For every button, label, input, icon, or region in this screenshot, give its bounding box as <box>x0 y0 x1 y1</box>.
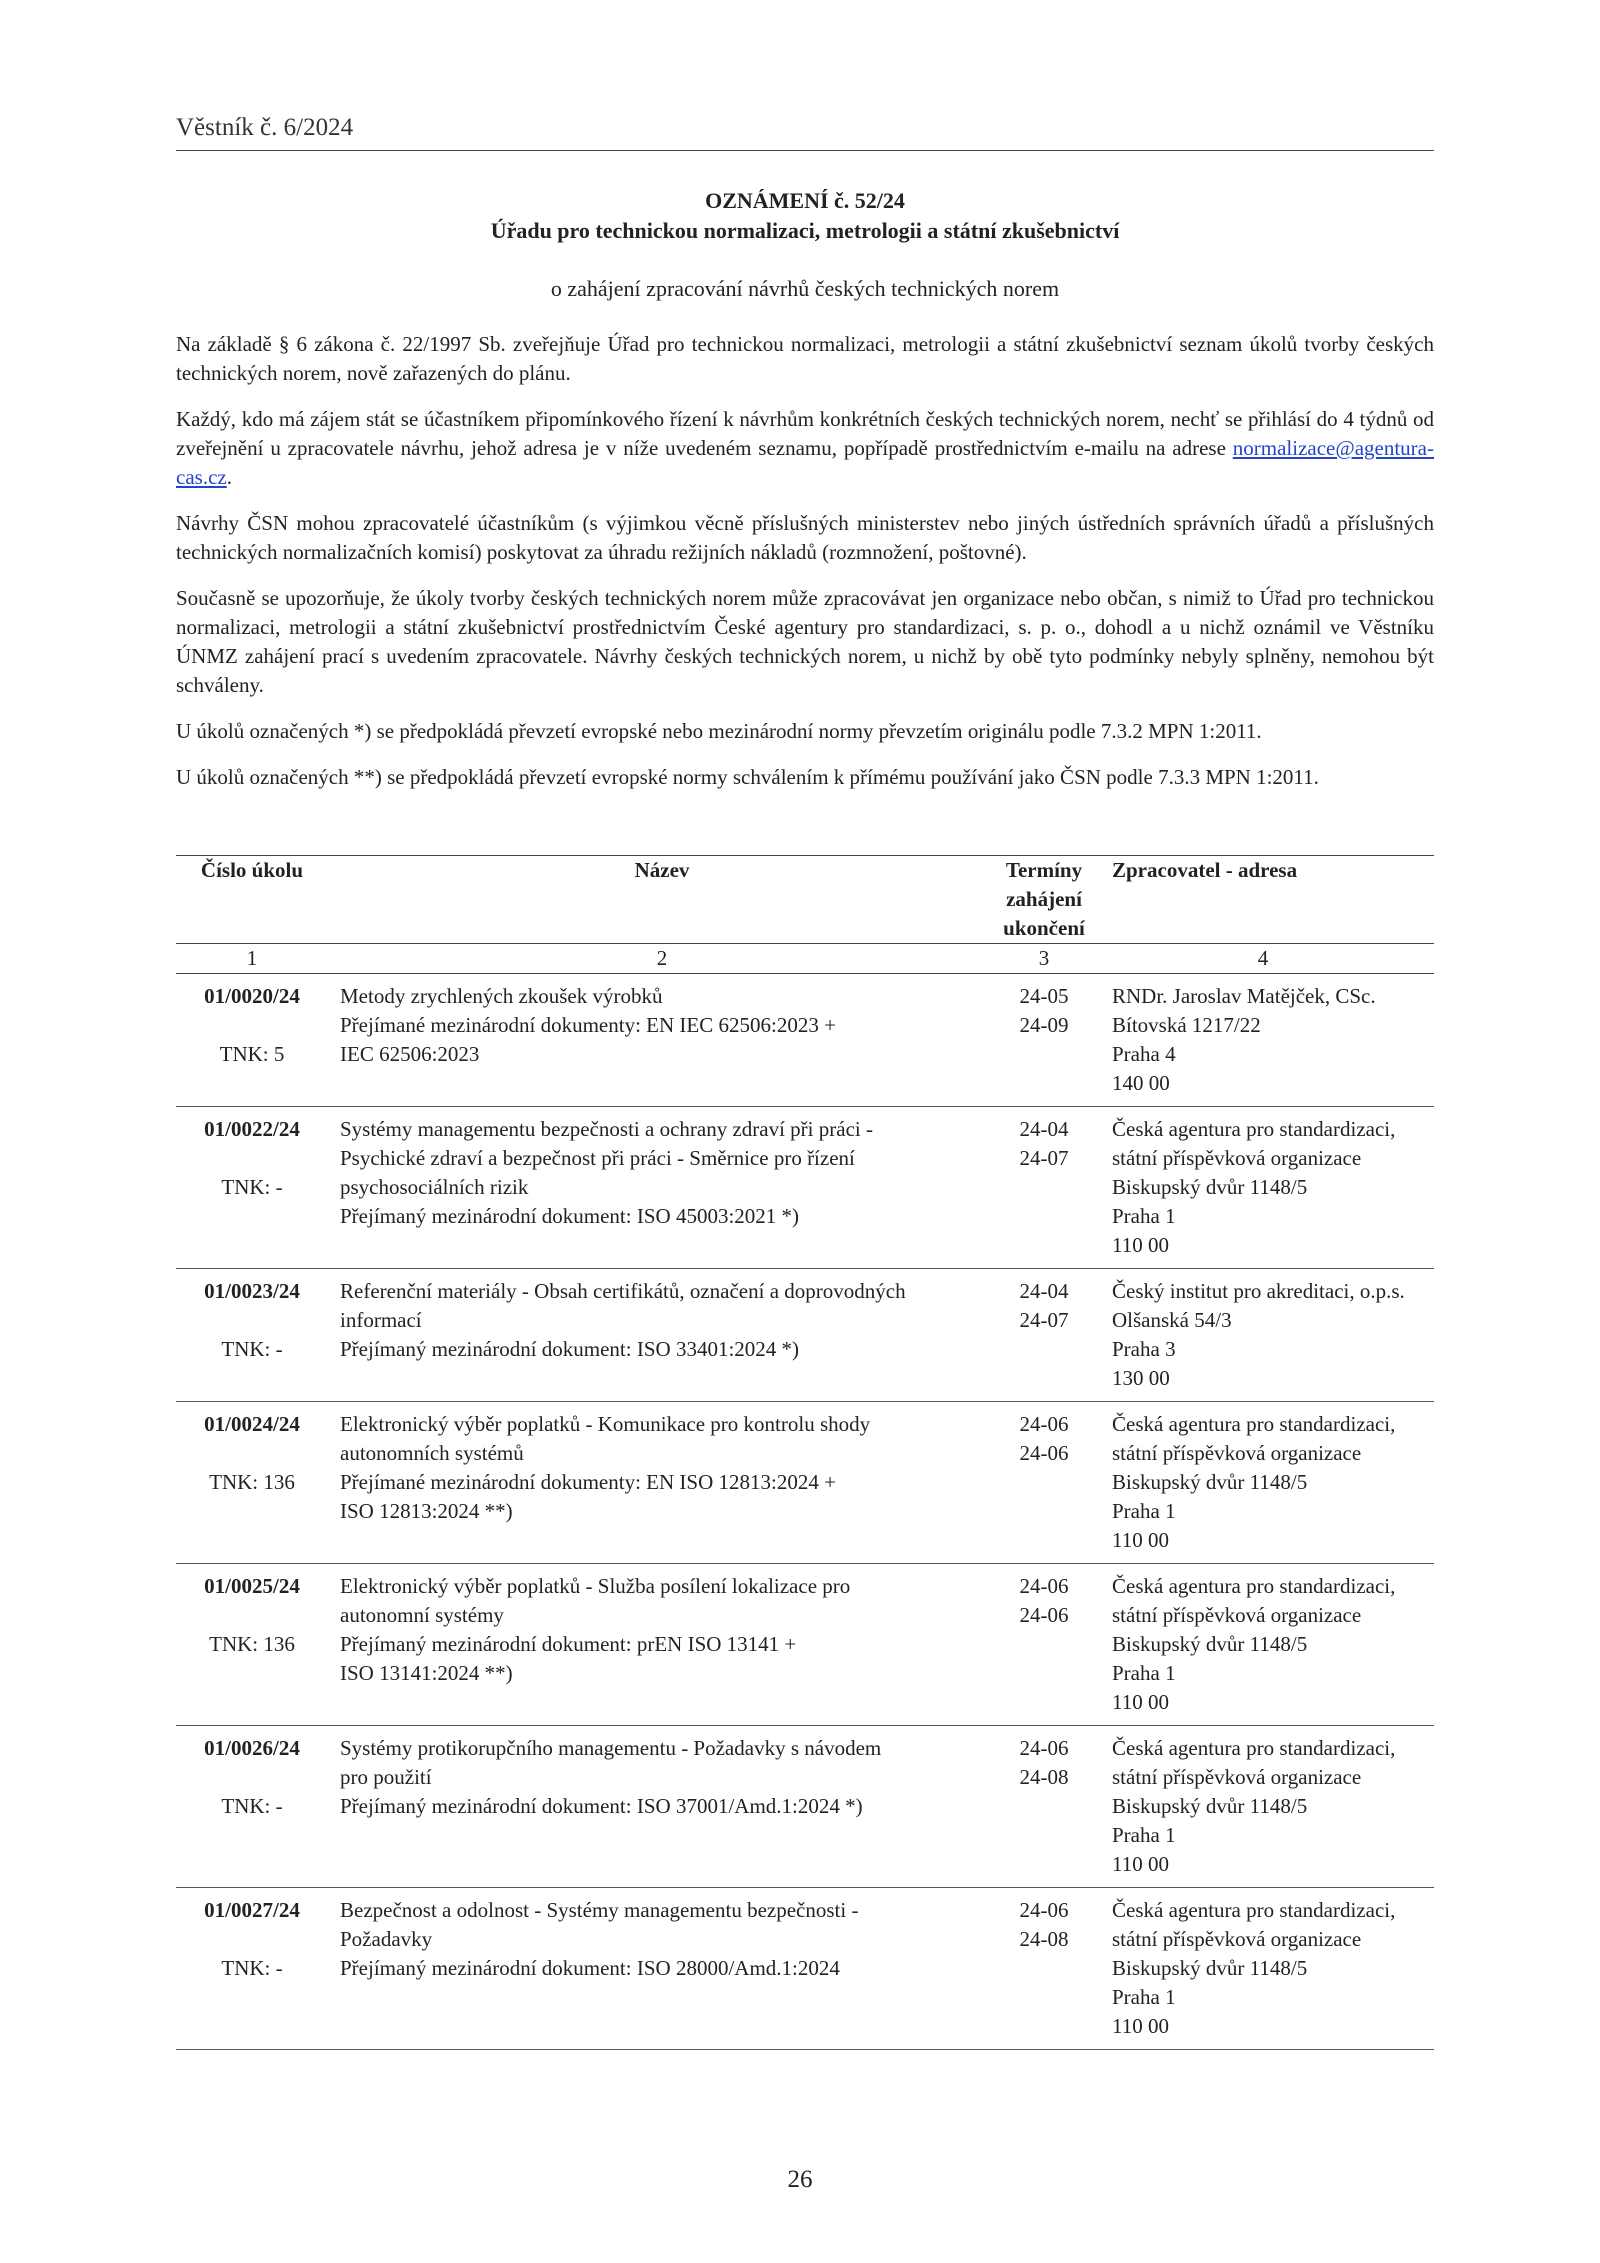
task-number-cell <box>176 1269 328 1402</box>
task-name-line: Přejímaný mezinárodní dokument: ISO 45003:2021 *) <box>340 1204 800 1228</box>
task-date-end: 24-08 <box>1019 1765 1069 1789</box>
header-task-number: Číslo úkolu <box>176 856 328 944</box>
task-name-line: Přejímané mezinárodní dokumenty: EN IEC 62506:2023 + <box>340 1013 836 1037</box>
announcement-issuer: Úřadu pro technickou normalizaci, metrologii a státní zkušebnictví <box>490 218 1120 243</box>
task-processor-line: státní příspěvková organizace <box>1112 1765 1362 1789</box>
task-name-line: autonomní systémy <box>340 1603 504 1627</box>
task-processor-cell <box>1092 1269 1434 1402</box>
task-processor-line: 130 00 <box>1112 1366 1170 1390</box>
task-processor-line: Olšanská 54/3 <box>1112 1308 1232 1332</box>
task-processor-line: státní příspěvková organizace <box>1112 1441 1362 1465</box>
column-number: 4 <box>1092 944 1434 974</box>
task-name-line: Bezpečnost a odolnost - Systémy managementu bezpečnosti - <box>340 1898 859 1922</box>
paragraph-participation-text: Každý, kdo má zájem stát se účastníkem připomínkového řízení k návrhům konkrétních českých technických norem, nechť se přihlásí do 4 týdnů od zveřejnění u zpracovatele návrhu, jehož adresa je v níže uvedeném seznamu, popřípadě prostřednictvím e-mailu na adrese <box>176 407 1434 460</box>
task-name-line: pro použití <box>340 1765 432 1789</box>
task-name-line: Elektronický výběr poplatků - Služba posílení lokalizace pro <box>340 1574 851 1598</box>
announcement-number: OZNÁMENÍ č. 52/24 <box>705 188 905 213</box>
task-processor-line: Praha 1 <box>1112 1661 1176 1685</box>
header-dates <box>996 856 1092 944</box>
task-date-end: 24-07 <box>1019 1308 1069 1332</box>
task-processor-line: Český institut pro akreditaci, o.p.s. <box>1112 1279 1405 1303</box>
task-processor-cell <box>1092 1726 1434 1888</box>
task-name-line: Elektronický výběr poplatků - Komunikace pro kontrolu shody <box>340 1412 871 1436</box>
task-tnk: TNK: - <box>221 1956 283 1980</box>
header-dates-end: ukončení <box>1003 916 1085 940</box>
task-processor-line: Bítovská 1217/22 <box>1112 1013 1261 1037</box>
paragraph-note-double-asterisk: U úkolů označených **) se předpokládá převzetí evropské normy schválením k přímému používání jako ČSN podle 7.3.3 MPN 1:2011. <box>176 765 1319 789</box>
task-name-line: Přejímaný mezinárodní dokument: ISO 37001/Amd.1:2024 *) <box>340 1794 863 1818</box>
task-date-end: 24-06 <box>1019 1603 1069 1627</box>
task-number-cell <box>176 1888 328 2050</box>
paragraph-drafts-fee: Návrhy ČSN mohou zpracovatelé účastníkům (s výjimkou věcně příslušných ministerstev nebo jiných ústředních správních úřadů a příslušných technických normalizačních komisí) poskytovat za úhradu režijních nákladů (rozmnožení, poštovné). <box>176 511 1434 564</box>
task-id: 01/0022/24 <box>204 1117 300 1141</box>
task-name-cell <box>328 1888 996 2050</box>
task-name-line: Přejímaný mezinárodní dokument: prEN ISO 13141 + <box>340 1632 797 1656</box>
task-processor-line: Biskupský dvůr 1148/5 <box>1112 1175 1308 1199</box>
task-tnk: TNK: 136 <box>209 1632 295 1656</box>
task-processor-line: státní příspěvková organizace <box>1112 1603 1362 1627</box>
task-processor-cell <box>1092 1888 1434 2050</box>
task-number-cell <box>176 1726 328 1888</box>
task-processor-line: Praha 1 <box>1112 1204 1176 1228</box>
table-column-numbers-row <box>176 944 1434 974</box>
task-id: 01/0024/24 <box>204 1412 300 1436</box>
task-name-line: ISO 12813:2024 **) <box>340 1499 513 1523</box>
task-processor-line: 140 00 <box>1112 1071 1170 1095</box>
task-name-cell <box>328 1107 996 1269</box>
task-name-line: Metody zrychlených zkoušek výrobků <box>340 984 663 1008</box>
table-row <box>176 1107 1434 1269</box>
paragraph-participation-end: . <box>226 465 232 489</box>
task-processor-line: státní příspěvková organizace <box>1112 1146 1362 1170</box>
task-dates-cell <box>996 1726 1092 1888</box>
email-link[interactable]: normalizace@agentura-cas.cz <box>176 436 1434 489</box>
task-name-line: autonomních systémů <box>340 1441 524 1465</box>
page-number: 26 <box>787 2166 813 2193</box>
task-id: 01/0020/24 <box>204 984 300 1008</box>
table-row <box>176 1726 1434 1888</box>
task-processor-line: 110 00 <box>1112 2014 1169 2038</box>
table-row <box>176 1888 1434 2050</box>
page-header <box>176 114 1434 151</box>
task-tnk: TNK: 136 <box>209 1470 295 1494</box>
task-processor-line: Biskupský dvůr 1148/5 <box>1112 1956 1308 1980</box>
paragraph-notice: Současně se upozorňuje, že úkoly tvorby českých technických norem může zpracovávat jen organizace nebo občan, s nimiž to Úřad pro technickou normalizaci, metrologii a státní zkušebnictví prostřednictvím České agentury pro standardizaci, s. p. o., dohodl a u nichž oznámil ve Věstníku ÚNMZ zahájení prací s uvedením zpracovatele. Návrhy českých technických norem, u nichž by obě tyto podmínky nebyly splněny, nemohou být schváleny. <box>176 586 1434 697</box>
task-name-line: Přejímaný mezinárodní dokument: ISO 33401:2024 *) <box>340 1337 800 1361</box>
task-processor-line: Praha 3 <box>1112 1337 1176 1361</box>
task-date-start: 24-04 <box>1019 1279 1069 1303</box>
task-date-start: 24-04 <box>1019 1117 1069 1141</box>
task-dates-cell <box>996 1107 1092 1269</box>
task-name-line: Přejímaný mezinárodní dokument: ISO 28000/Amd.1:2024 <box>340 1956 840 1980</box>
task-id: 01/0026/24 <box>204 1736 300 1760</box>
task-number-cell <box>176 1564 328 1726</box>
announcement-body <box>176 330 1434 809</box>
task-processor-cell <box>1092 1107 1434 1269</box>
column-number: 2 <box>328 944 996 974</box>
paragraph-legal-basis: Na základě § 6 zákona č. 22/1997 Sb. zveřejňuje Úřad pro technickou normalizaci, metrologii a státní zkušebnictví seznam úkolů tvorby českých technických norem, nově zařazených do plánu. <box>176 332 1434 385</box>
task-name-line: Psychické zdraví a bezpečnost při práci - Směrnice pro řízení <box>340 1146 855 1170</box>
task-processor-line: Česká agentura pro standardizaci, <box>1112 1736 1396 1760</box>
table-row <box>176 1564 1434 1726</box>
task-name-line: Referenční materiály - Obsah certifikátů, označení a doprovodných <box>340 1279 906 1303</box>
task-processor-line: Praha 4 <box>1112 1042 1176 1066</box>
task-date-start: 24-06 <box>1019 1412 1069 1436</box>
task-processor-line: Praha 1 <box>1112 1823 1176 1847</box>
task-id: 01/0023/24 <box>204 1279 300 1303</box>
task-name-cell <box>328 1564 996 1726</box>
task-number-cell <box>176 1402 328 1564</box>
header-processor: Zpracovatel - adresa <box>1092 856 1434 944</box>
task-tnk: TNK: 5 <box>219 1042 285 1066</box>
task-date-end: 24-09 <box>1019 1013 1069 1037</box>
task-name-cell <box>328 1269 996 1402</box>
task-name-cell <box>328 974 996 1107</box>
task-name-line: Systémy protikorupčního managementu - Požadavky s návodem <box>340 1736 882 1760</box>
task-dates-cell <box>996 1888 1092 2050</box>
announcement-subject: o zahájení zpracování návrhů českých technických norem <box>550 276 1060 301</box>
task-date-end: 24-07 <box>1019 1146 1069 1170</box>
task-processor-line: Praha 1 <box>1112 1985 1176 2009</box>
table-body <box>176 974 1434 2050</box>
task-processor-cell <box>1092 1564 1434 1726</box>
task-date-start: 24-06 <box>1019 1736 1069 1760</box>
table-row <box>176 1402 1434 1564</box>
task-processor-line: Biskupský dvůr 1148/5 <box>1112 1632 1308 1656</box>
table-header-row <box>176 856 1434 944</box>
task-processor-line: Praha 1 <box>1112 1499 1176 1523</box>
journal-title: Věstník č. 6/2024 <box>176 114 354 141</box>
task-date-start: 24-06 <box>1019 1898 1069 1922</box>
table-row <box>176 974 1434 1107</box>
task-processor-line: Biskupský dvůr 1148/5 <box>1112 1470 1308 1494</box>
task-processor-line: 110 00 <box>1112 1233 1169 1257</box>
task-processor-line: Česká agentura pro standardizaci, <box>1112 1898 1396 1922</box>
task-tnk: TNK: - <box>221 1794 283 1818</box>
task-date-start: 24-05 <box>1019 984 1069 1008</box>
task-name-line: psychosociálních rizik <box>340 1175 529 1199</box>
task-dates-cell <box>996 974 1092 1107</box>
task-name-line: IEC 62506:2023 <box>340 1042 480 1066</box>
announcement-title-block <box>176 186 1434 304</box>
task-dates-cell <box>996 1269 1092 1402</box>
header-name: Název <box>328 856 996 944</box>
task-date-end: 24-06 <box>1019 1441 1069 1465</box>
task-dates-cell <box>996 1564 1092 1726</box>
task-dates-cell <box>996 1402 1092 1564</box>
task-processor-line: Česká agentura pro standardizaci, <box>1112 1574 1396 1598</box>
task-processor-cell <box>1092 1402 1434 1564</box>
task-tnk: TNK: - <box>221 1175 283 1199</box>
task-processor-line: Česká agentura pro standardizaci, <box>1112 1412 1396 1436</box>
paragraph-participation <box>176 405 1434 492</box>
task-name-cell <box>328 1402 996 1564</box>
task-name-line: Systémy managementu bezpečnosti a ochrany zdraví při práci - <box>340 1117 873 1141</box>
task-tnk: TNK: - <box>221 1337 283 1361</box>
task-processor-line: 110 00 <box>1112 1528 1169 1552</box>
paragraph-note-single-asterisk: U úkolů označených *) se předpokládá převzetí evropské nebo mezinárodní normy převzetím originálu podle 7.3.2 MPN 1:2011. <box>176 719 1262 743</box>
task-processor-line: RNDr. Jaroslav Matějček, CSc. <box>1112 984 1376 1008</box>
task-processor-line: Česká agentura pro standardizaci, <box>1112 1117 1396 1141</box>
task-number-cell <box>176 974 328 1107</box>
task-date-end: 24-08 <box>1019 1927 1069 1951</box>
task-name-line: ISO 13141:2024 **) <box>340 1661 513 1685</box>
task-processor-line: 110 00 <box>1112 1852 1169 1876</box>
tasks-table <box>176 855 1434 2050</box>
task-number-cell <box>176 1107 328 1269</box>
task-name-cell <box>328 1726 996 1888</box>
task-processor-cell <box>1092 974 1434 1107</box>
task-id: 01/0027/24 <box>204 1898 300 1922</box>
task-id: 01/0025/24 <box>204 1574 300 1598</box>
column-number: 3 <box>996 944 1092 974</box>
task-processor-line: státní příspěvková organizace <box>1112 1927 1362 1951</box>
task-name-line: informací <box>340 1308 422 1332</box>
task-name-line: Požadavky <box>340 1927 433 1951</box>
task-name-line: Přejímané mezinárodní dokumenty: EN ISO 12813:2024 + <box>340 1470 836 1494</box>
task-processor-line: 110 00 <box>1112 1690 1169 1714</box>
task-processor-line: Biskupský dvůr 1148/5 <box>1112 1794 1308 1818</box>
column-number: 1 <box>176 944 328 974</box>
header-dates-start: zahájení <box>1006 887 1082 911</box>
task-date-start: 24-06 <box>1019 1574 1069 1598</box>
header-dates-label: Termíny <box>1005 858 1083 882</box>
table-row <box>176 1269 1434 1402</box>
